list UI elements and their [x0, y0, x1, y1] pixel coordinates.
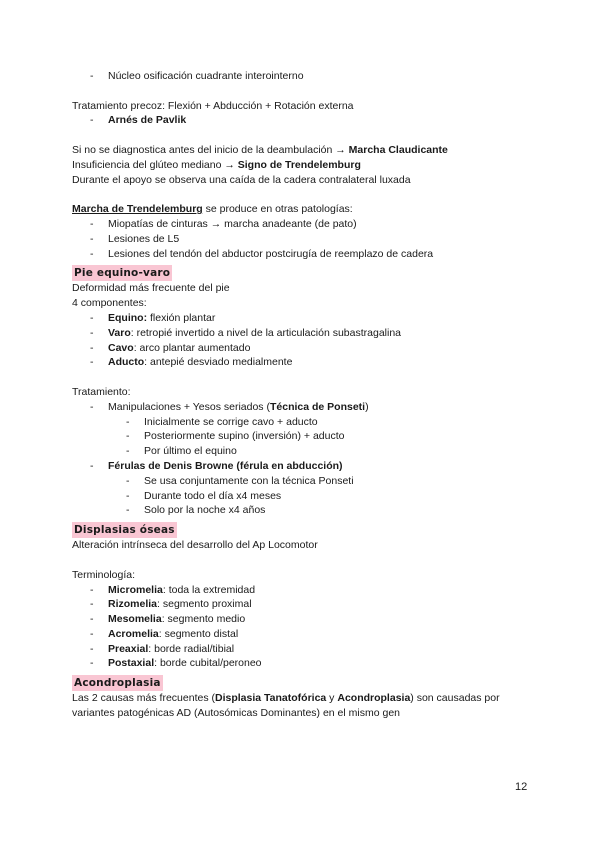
- list-item: [72, 69, 542, 84]
- bold-text: Rizomelia: [108, 598, 158, 611]
- bold-text: Signo de Trendelemburg: [237, 158, 361, 171]
- highlighted-heading: Displasias óseas: [74, 524, 175, 537]
- highlighted-heading: Pie equino-varo: [74, 267, 171, 280]
- list-item: [72, 627, 542, 642]
- list-item: [72, 583, 542, 598]
- list-item: [72, 656, 542, 671]
- list-item-text: Durante todo el día x4 meses: [144, 489, 282, 502]
- bold-text: Preaxial: [108, 642, 149, 655]
- bold-text: Marcha Claudicante: [348, 143, 448, 156]
- list-item-text: Posteriormente supino (inversión) + aducto: [144, 430, 345, 443]
- list-item-text: Inicialmente se corrige cavo + aducto: [144, 415, 318, 428]
- bold-text: Aducto: [108, 356, 145, 369]
- text: Insuficiencia del glúteo mediano →: [72, 158, 238, 171]
- section-heading-displasias-oseas: [72, 522, 542, 538]
- text: ): [365, 400, 369, 413]
- sub-list-item: [72, 489, 542, 504]
- sub-list-item: [72, 415, 542, 430]
- text: Manipulaciones + Yesos seriados (: [108, 400, 270, 413]
- list-item-text: Lesiones del tendón del abductor postcirugía de reemplazo de cadera: [108, 247, 434, 260]
- bold-text: Displasia Tanatofórica: [215, 692, 327, 705]
- bold-text: Equino:: [108, 311, 148, 324]
- list-item: [72, 217, 542, 232]
- text: : arco plantar aumentado: [133, 341, 251, 354]
- text: se produce en otras patologías:: [202, 203, 353, 216]
- list-item-text: Solo por la noche x4 años: [144, 504, 266, 517]
- section-heading-pie-equino-varo: [72, 265, 542, 281]
- paragraph: Durante el apoyo se observa una caída de la cadera contralateral luxada: [72, 173, 411, 186]
- list-item: [72, 326, 542, 341]
- text: : segmento medio: [161, 613, 246, 626]
- paragraph: 4 componentes:: [72, 297, 147, 310]
- paragraph: variantes patogénicas AD (Autosómicas Dominantes) en el mismo gen: [72, 707, 400, 720]
- list-item: [72, 232, 542, 247]
- text: : retropié invertido a nivel de la articulación subastragalina: [130, 326, 402, 339]
- list-item: [72, 247, 542, 262]
- list-item: [72, 642, 542, 657]
- text: : borde cubital/peroneo: [154, 657, 262, 670]
- sub-list-item: [72, 474, 542, 489]
- paragraph: [72, 158, 542, 173]
- list-item: [72, 341, 542, 356]
- bold-text: Férulas de Denis Browne (férula en abducción): [108, 459, 343, 472]
- bold-text: Acromelia: [108, 627, 159, 640]
- list-item-text: Miopatías de cinturas → marcha anadeante (de pato): [108, 217, 357, 230]
- list-item-text: Se usa conjuntamente con la técnica Ponseti: [144, 474, 354, 487]
- list-item: [72, 400, 542, 415]
- text: ) son causadas por: [410, 692, 500, 705]
- page-content: [72, 69, 542, 721]
- section-heading-acondroplasia: [72, 675, 542, 691]
- paragraph: Deformidad más frecuente del pie: [72, 282, 230, 295]
- bold-text: Acondroplasia: [337, 692, 411, 705]
- paragraph: [72, 691, 542, 706]
- paragraph: Tratamiento:: [72, 385, 131, 398]
- list-item-text: Núcleo osificación cuadrante interointerno: [108, 70, 304, 82]
- bold-text: Postaxial: [108, 657, 155, 670]
- paragraph: Terminología:: [72, 568, 136, 581]
- list-item: [72, 311, 542, 326]
- list-item: [72, 459, 542, 474]
- text: : segmento distal: [158, 627, 239, 640]
- bold-underlined-text: Marcha de Trendelemburg: [72, 203, 203, 216]
- bold-text: Arnés de Pavlik: [108, 114, 187, 127]
- page-number: 12: [515, 781, 528, 793]
- list-item: [72, 597, 542, 612]
- text: flexión plantar: [147, 311, 216, 324]
- text: : segmento proximal: [157, 598, 252, 611]
- text: : borde radial/tibial: [148, 642, 235, 655]
- text: y: [326, 692, 338, 705]
- text: Si no se diagnostica antes del inicio de la deambulación →: [72, 143, 349, 156]
- list-item-text: Lesiones de L5: [108, 232, 180, 245]
- sub-list-item: [72, 503, 542, 518]
- bold-text: Mesomelia: [108, 613, 162, 626]
- bold-text: Cavo: [108, 341, 134, 354]
- text: : toda la extremidad: [162, 583, 256, 596]
- list-item-text: Por último el equino: [144, 445, 237, 458]
- sub-list-item: [72, 444, 542, 459]
- paragraph: [72, 143, 542, 158]
- bold-text: Micromelia: [108, 583, 163, 596]
- paragraph: Tratamiento precoz: Flexión + Abducción + Rotación externa: [72, 99, 354, 112]
- paragraph: [72, 202, 542, 217]
- list-item: [72, 113, 542, 128]
- bold-text: Técnica de Ponseti: [269, 400, 366, 413]
- paragraph: Alteración intrínseca del desarrollo del Ap Locomotor: [72, 539, 318, 552]
- sub-list-item: [72, 429, 542, 444]
- text: : antepié desviado medialmente: [144, 356, 293, 369]
- highlighted-heading: Acondroplasia: [74, 677, 161, 690]
- text: Las 2 causas más frecuentes (: [72, 692, 215, 705]
- list-item: [72, 355, 542, 370]
- bold-text: Varo: [108, 326, 131, 339]
- list-item: [72, 612, 542, 627]
